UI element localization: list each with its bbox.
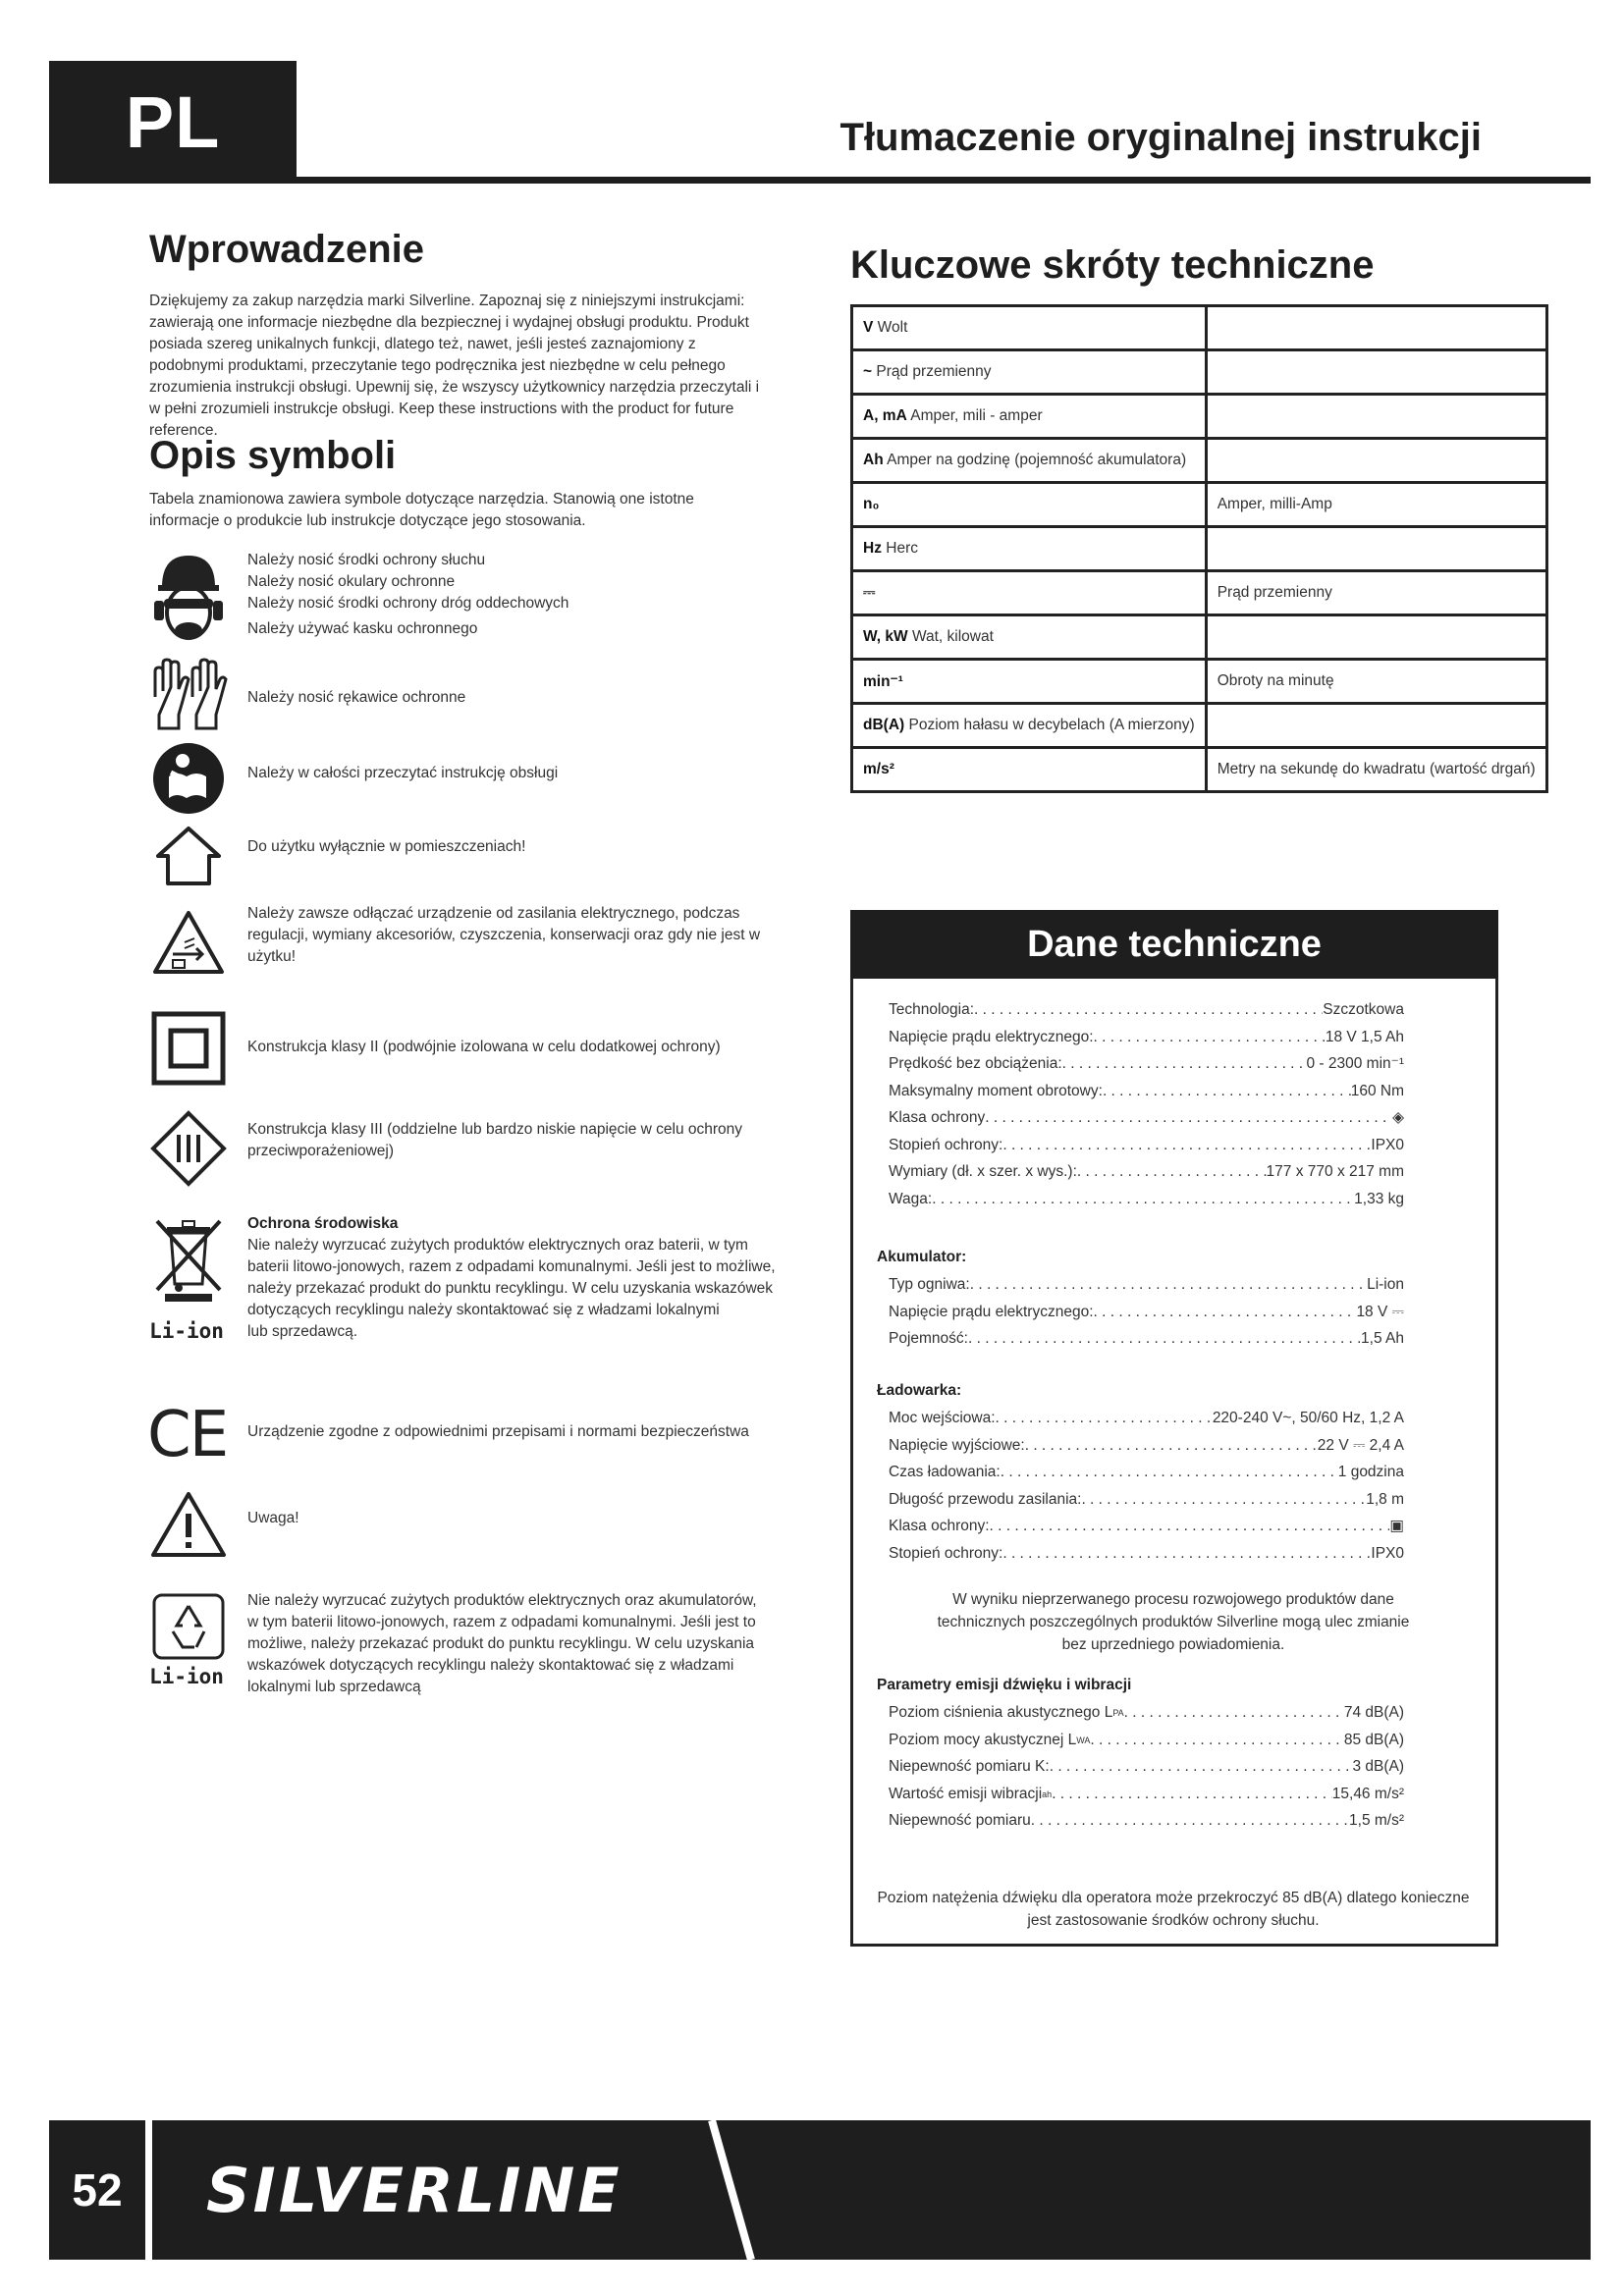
leader-dots [1094, 1302, 1357, 1323]
symbol-line: regulacji, wymiany akcesoriów, czyszczenia, konserwacji oraz gdy nie jest w [247, 927, 761, 943]
leader-dots [1081, 1489, 1366, 1511]
tech-row [889, 1543, 1404, 1565]
tech-row [889, 1302, 1404, 1323]
tech-row [889, 1489, 1404, 1511]
abbr-key: min⁻¹ [863, 672, 903, 690]
tech-label-sub: ah [1042, 1789, 1053, 1799]
tech-label-sub: PA [1112, 1708, 1124, 1718]
tech-label: Maksymalny moment obrotowy: [889, 1082, 1103, 1099]
tech-row [889, 1756, 1404, 1778]
tech-row [889, 1107, 1404, 1129]
symbol-line: Należy w całości przeczytać instrukcję obsługi [247, 765, 559, 781]
abbr-row [852, 306, 1547, 350]
abbr-key-cell [852, 571, 1207, 615]
symbol-line: Nie należy wyrzucać zużytych produktów elektrycznych oraz baterii, w tym [247, 1237, 748, 1254]
symbol-line: użytku! [247, 948, 297, 965]
tech-label: Wymiary (dł. x szer. x wys.): [889, 1163, 1077, 1180]
symbol-row-ce [147, 1399, 776, 1472]
tech-value: 177 x 770 x 217 mm [1266, 1163, 1404, 1180]
tech-footer-note: Poziom natężenia dźwięku dla operatora może przekroczyć 85 dB(A) dlatego konieczne jest zastosowanie środków ochrony słuchu. [877, 1890, 1470, 1929]
abbr-desc: Herc [886, 540, 918, 557]
leader-dots [974, 999, 1323, 1021]
abbr-key-cell [852, 615, 1207, 660]
symbol-title: Ochrona środowiska [247, 1215, 399, 1232]
symbol-line: Należy zawsze odłączać urządzenie od zasilania elektrycznego, podczas [247, 905, 740, 922]
leader-dots [1025, 1435, 1318, 1457]
header-lang: PL [125, 80, 221, 163]
tech-label: Technologia: [889, 1001, 975, 1018]
tech-value: 22 V ⎓ 2,4 A [1317, 1436, 1404, 1454]
symbol-line: dotyczących recyklingu należy skontaktować się z władzami lokalnymi [247, 1302, 720, 1318]
tech-row [889, 1189, 1404, 1210]
abbr-right-cell: Prąd przemienny [1206, 571, 1546, 615]
abbr-desc: Amper, mili - amper [910, 407, 1043, 424]
intro-heading: Wprowadzenie [149, 228, 425, 271]
symbol-row-warning [147, 1490, 776, 1559]
abbr-row [852, 704, 1547, 748]
tech-value: IPX0 [1371, 1136, 1404, 1153]
abbr-row [852, 615, 1547, 660]
abbr-key: ⎓ [863, 584, 876, 601]
abbr-right-cell: Metry na sekundę do kwadratu (wartość drgań) [1206, 748, 1546, 792]
ce-mark-icon: CE [147, 1399, 228, 1471]
symbol-line: Konstrukcja klasy II (podwójnie izolowana w celu dodatkowej ochrony) [247, 1039, 721, 1055]
tech-value: ▣ [1389, 1518, 1404, 1534]
symbol-row-ppe [147, 550, 776, 648]
symbol-line: możliwe, należy przekazać produkt do punktu recyklingu. W celu uzyskania [247, 1635, 755, 1652]
class-iii-icon [147, 1109, 230, 1188]
footer-divider [145, 2120, 152, 2260]
abbr-right-cell [1206, 704, 1546, 748]
battery-heading: Akumulator: [877, 1249, 967, 1265]
abbr-row [852, 483, 1547, 527]
leader-dots [932, 1189, 1354, 1210]
leader-dots [1031, 1810, 1349, 1832]
symbol-line: baterii litowo-jonowych, razem z odpadami komunalnymi. Jeśli jest to możliwe, [247, 1258, 776, 1275]
read-manual-icon [147, 741, 230, 816]
abbr-key: Ah [863, 452, 884, 468]
leader-dots [1002, 1135, 1371, 1156]
leader-dots [1103, 1081, 1351, 1102]
tech-label: Niepewność pomiaru K: [889, 1758, 1050, 1775]
abbr-row [852, 527, 1547, 571]
tech-row [889, 1435, 1404, 1457]
tech-value: 160 Nm [1350, 1082, 1404, 1099]
abbr-row [852, 660, 1547, 704]
tech-row [889, 1702, 1404, 1724]
tech-label: Długość przewodu zasilania: [889, 1490, 1082, 1508]
tech-value: Szczotkowa [1323, 1001, 1404, 1018]
tech-label: Czas ładowania: [889, 1464, 1001, 1480]
tech-label: Klasa ochrony: [889, 1518, 990, 1534]
abbr-right-cell [1206, 395, 1546, 439]
abbr-desc: Wolt [877, 319, 908, 336]
tech-row [889, 1161, 1404, 1183]
abbreviations-table [850, 304, 1548, 793]
tech-value: 1,5 m/s² [1349, 1812, 1404, 1829]
abbr-key-cell [852, 439, 1207, 483]
abbr-key-cell [852, 748, 1207, 792]
abbr-right-cell: Obroty na minutę [1206, 660, 1546, 704]
emission-heading: Parametry emisji dźwięku i wibracji [877, 1677, 1132, 1693]
abbr-key: ~ [863, 363, 873, 380]
tech-label: Poziom mocy akustycznej L [889, 1731, 1077, 1748]
ppe-head-icon [147, 552, 230, 642]
abbr-right-cell [1206, 615, 1546, 660]
abbr-right-cell [1206, 527, 1546, 571]
tech-row [889, 1135, 1404, 1156]
leader-dots [1050, 1756, 1353, 1778]
tech-row [889, 1730, 1404, 1751]
recycle-icon [147, 1592, 230, 1661]
tech-value: 3 dB(A) [1352, 1758, 1404, 1775]
abbr-right-cell [1206, 306, 1546, 350]
symbol-row-weee [147, 1213, 776, 1351]
abbr-key-cell [852, 395, 1207, 439]
tech-row [889, 1810, 1404, 1832]
tech-label: Prędkość bez obciążenia: [889, 1055, 1062, 1072]
tech-row [889, 1081, 1404, 1102]
leader-dots [1124, 1702, 1344, 1724]
abbr-right-cell [1206, 439, 1546, 483]
page-number: 52 [72, 2164, 123, 2216]
tech-label: Pojemność: [889, 1330, 968, 1347]
tech-label: Napięcie wyjściowe: [889, 1436, 1025, 1454]
symbols-heading: Opis symboli [149, 434, 397, 477]
footer-slash-decor [692, 2120, 771, 2260]
abbr-key-cell [852, 704, 1207, 748]
tech-label: Napięcie prądu elektrycznego: [889, 1303, 1094, 1320]
tech-value: Li-ion [1367, 1276, 1404, 1293]
leader-dots [1077, 1161, 1267, 1183]
tech-value: IPX0 [1371, 1544, 1404, 1562]
tech-value: 18 V 1,5 Ah [1325, 1028, 1404, 1045]
symbol-line: Należy używać kasku ochronnego [247, 620, 478, 637]
symbol-line: Należy nosić okulary ochronne [247, 573, 456, 590]
leader-dots [1090, 1730, 1343, 1751]
tech-label-sub: WA [1076, 1735, 1091, 1745]
tech-data-heading: Dane techniczne [850, 910, 1498, 979]
silverline-logo [206, 2120, 623, 2260]
unplug-icon [147, 909, 230, 978]
symbol-row-class-iii [147, 1109, 776, 1188]
class-ii-icon [147, 1011, 230, 1086]
abbr-desc: Prąd przemienny [876, 363, 992, 380]
tech-value: ◈ [1392, 1109, 1404, 1126]
header-rule [49, 177, 1591, 184]
symbols-intro: Tabela znamionowa zawiera symbole dotyczące narzędzia. Stanowią one istotne informacje o produkcie lub instrukcje dotyczące jego stosowania. [149, 491, 694, 529]
abbr-key-cell [852, 350, 1207, 395]
leader-dots [970, 1274, 1367, 1296]
leader-dots [968, 1328, 1361, 1350]
tech-row [889, 1784, 1404, 1805]
tech-label: Typ ogniwa: [889, 1276, 970, 1293]
tech-label: Waga: [889, 1190, 933, 1207]
abbr-key: m/s² [863, 761, 894, 777]
tech-value: 74 dB(A) [1343, 1704, 1404, 1721]
tech-row [889, 1516, 1404, 1537]
symbol-line: lub sprzedawcą. [247, 1323, 358, 1340]
weee-bin-icon [147, 1213, 230, 1302]
abbr-key: W, kW [863, 628, 908, 645]
charger-heading: Ładowarka: [877, 1382, 962, 1399]
abbr-row [852, 439, 1547, 483]
abbr-key-cell [852, 306, 1207, 350]
tech-row [889, 1274, 1404, 1296]
brand-name: SILVERLINE [206, 2154, 623, 2226]
symbol-line: Uwaga! [247, 1510, 299, 1526]
leader-dots [1094, 1027, 1326, 1048]
symbol-row-class-ii [147, 1011, 776, 1090]
tech-value: 1 godzina [1337, 1464, 1404, 1480]
tech-row [889, 1408, 1404, 1429]
symbol-row-unplug [147, 903, 776, 991]
tech-value: 1,8 m [1366, 1490, 1404, 1508]
abbr-key: A, mA [863, 407, 907, 424]
symbol-row-indoor [147, 825, 776, 893]
abbr-desc: Amper na godzinę (pojemność akumulatora) [887, 452, 1187, 468]
leader-dots [985, 1107, 1392, 1129]
tech-value: 220-240 V~, 50/60 Hz, 1,2 A [1212, 1410, 1404, 1426]
abbr-key: V [863, 319, 874, 336]
abbr-key-cell [852, 527, 1207, 571]
abbr-right-cell: Amper, milli-Amp [1206, 483, 1546, 527]
abbr-desc: Poziom hałasu w decybelach (A mierzony) [908, 717, 1195, 733]
symbol-line: Konstrukcja klasy III (oddzielne lub bardzo niskie napięcie w celu ochrony [247, 1121, 743, 1138]
tech-value: 0 - 2300 min⁻¹ [1306, 1055, 1404, 1072]
tech-value: 85 dB(A) [1343, 1731, 1404, 1748]
symbol-row-gloves [147, 658, 776, 736]
header-title: Tłumaczenie oryginalnej instrukcji [839, 116, 1482, 159]
abbr-key: Hz [863, 540, 882, 557]
abbr-row [852, 748, 1547, 792]
abbr-key: dB(A) [863, 717, 905, 733]
symbol-line: przeciwporażeniowej) [247, 1143, 395, 1159]
tech-row [889, 1462, 1404, 1483]
tech-label: Napięcie prądu elektrycznego: [889, 1028, 1094, 1045]
leader-dots [1002, 1543, 1371, 1565]
tech-note: W wyniku nieprzerwanego procesu rozwojowego produktów dane technicznych poszczególnych produktów Silverline mogą ulec zmianie bez uprzedniego powiadomienia. [937, 1591, 1410, 1653]
tech-label: Poziom ciśnienia akustycznego L [889, 1704, 1113, 1721]
abbr-key-cell [852, 483, 1207, 527]
tech-label: Klasa ochrony [889, 1109, 986, 1126]
abbreviations-heading: Kluczowe skróty techniczne [850, 243, 1375, 287]
symbol-line: lokalnymi lub sprzedawcą [247, 1679, 421, 1695]
abbr-row [852, 571, 1547, 615]
symbol-row-manual [147, 741, 776, 816]
tech-row [889, 1027, 1404, 1048]
tech-label: Niepewność pomiaru [889, 1812, 1031, 1829]
li-ion-badge: Li-ion [149, 1319, 224, 1343]
symbol-line: wskazówek dotyczących recyklingu należy skontaktować się z władzami [247, 1657, 734, 1674]
abbr-right-cell [1206, 350, 1546, 395]
leader-dots [1052, 1784, 1332, 1805]
tech-value: 1,33 kg [1354, 1190, 1404, 1207]
gloves-icon [147, 658, 230, 730]
symbol-line: Należy nosić środki ochrony dróg oddechowych [247, 595, 569, 612]
abbr-row [852, 350, 1547, 395]
leader-dots [996, 1408, 1213, 1429]
tech-value: 1,5 Ah [1361, 1330, 1404, 1347]
symbol-line: Urządzenie zgodne z odpowiednimi przepisami i normami bezpieczeństwa [247, 1423, 749, 1440]
tech-row [889, 1053, 1404, 1075]
abbr-row [852, 395, 1547, 439]
leader-dots [1062, 1053, 1307, 1075]
warning-icon [147, 1490, 230, 1559]
li-ion-badge: Li-ion [149, 1665, 224, 1688]
symbol-line: Należy nosić środki ochrony słuchu [247, 552, 486, 568]
indoor-use-icon [147, 825, 230, 887]
tech-label: Stopień ochrony: [889, 1136, 1003, 1153]
tech-value: 15,46 m/s² [1331, 1785, 1404, 1802]
abbr-key: n₀ [863, 496, 880, 512]
tech-label: Stopień ochrony: [889, 1544, 1003, 1562]
tech-label: Moc wejściowa: [889, 1410, 996, 1426]
symbol-line: w tym baterii litowo-jonowych, razem z odpadami komunalnymi. Jeśli jest to [247, 1614, 756, 1630]
leader-dots [1001, 1462, 1338, 1483]
tech-value: 18 V ⎓ [1356, 1303, 1404, 1320]
abbr-key-cell [852, 660, 1207, 704]
symbol-line: Należy nosić rękawice ochronne [247, 689, 466, 706]
tech-label: Wartość emisji wibracji [889, 1785, 1043, 1802]
tech-row [889, 999, 1404, 1021]
tech-row [889, 1328, 1404, 1350]
intro-text: Dziękujemy za zakup narzędzia marki Silverline. Zapoznaj się z niniejszymi instrukcjami: zawierają one informacje niezbędne dla bezpiecznej i wydajnej obsługi produktu. Produkt posiada szereg unikalnych funkcji, dlatego też, nawet, jeśli jesteś zaznajomiony z podobnymi produktami, przeczytanie tego podręcznika jest niezbędne w celu pełnego zrozumienia instrukcji obsługi. Upewnij się, że wszyscy użytkownicy narzędzia przeczytali i w pełni zrozumieli instrukcje obsługi. Keep these instructions with the product for future reference. [149, 293, 760, 439]
symbol-row-recycle [147, 1590, 776, 1708]
leader-dots [990, 1516, 1390, 1537]
abbr-desc: Wat, kilowat [911, 628, 994, 645]
symbol-line: Do użytku wyłącznie w pomieszczeniach! [247, 838, 526, 855]
symbol-line: Nie należy wyrzucać zużytych produktów elektrycznych oraz akumulatorów, [247, 1592, 757, 1609]
symbol-line: należy przekazać produkt do punktu recyklingu. W celu uzyskania wskazówek [247, 1280, 774, 1297]
